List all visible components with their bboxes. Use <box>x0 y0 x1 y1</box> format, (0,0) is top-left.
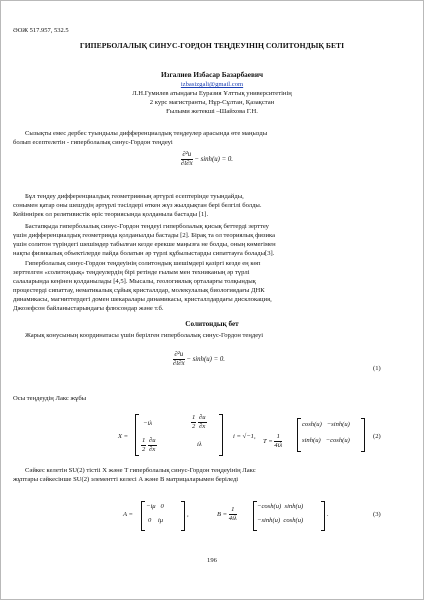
udc-code: ӘОЖ 517.957, 532.5 <box>13 27 69 34</box>
equation-2-number: (2) <box>373 433 381 440</box>
paper-title: ГИПЕРБОЛАЛЫҚ СИНУС-ГОРДОН ТЕҢДЕУІНІҢ СОЛИТОНДЫҚ БЕТІ <box>79 41 345 50</box>
paragraph-applications: Гиперболалық синус-Гордон теңдеуінің солитондық шешімдері қазіргі кезде ең көп зерттелген «солитондық» теңдеулердің бірі ретінде ғылым мен техниканың әр түрлі салаларында кеңінен қолданылады [4,5]. Мысалы, геологиялық орталарғы толқындық процестерді сипаттау, нематикалық сұйық кристаллдар, молекулалық биологиядағы ДНК динамикасы, магниттердегі домен шекаралары динамикасы, кристаллдардағы дисклокация, Джозефсон байланыстарындағы флюсондар және т.б. <box>13 260 272 313</box>
equation-1-number: (1) <box>373 365 381 372</box>
paragraph-history: Бастапқыда гиперболалық синус-Гордон теңдеуі гиперболалық қисық беттерді зерттеу үшін дифференциалдық геометрияда қолданылды бастады [2]. Бірақ та ол теориялық физика үшін солитон түріндегі шешімдер табылған кезде ерекше маңызға не болды, оның көмегімен нақты физикалық объектілерде пайда болатын әр түрлі құбылыстарды сипаттауға болады[3]. <box>13 223 276 258</box>
page-number: 196 <box>207 557 217 564</box>
affiliation-university: Л.Н.Гумилев атындағы Еуразия Ұлттық университетінің <box>132 90 292 97</box>
author-email-link[interactable]: izbasizgali@gmail.com <box>180 81 244 88</box>
affiliation-course: 2 курс магистранты, Нұр-Сұлтан, Қазақстан <box>149 99 275 106</box>
author-name: Изгалиев Избасар Базарбаевич <box>160 71 264 79</box>
supervisor: Ғылыми жетекші –Шайхова Г.Н. <box>166 108 258 115</box>
section-heading: Солитондық бет <box>185 320 239 328</box>
intro-paragraph: Сызықты емес дербес туындылы дифференциалдық теңдеулер арасында өте маңызды болып есептелетін - гиперболалық синус-Гордон теңдеуі <box>13 130 268 147</box>
sine-gordon-equation-intro: $\frac{\text{∂²u}}{\partial t\partial x}$ − sinh(u) = 0. <box>181 151 233 167</box>
paragraph-light-cone: Жарық конусының координатасы үшін берілген гиперболалық синус-Гордон теңдеуі <box>25 332 264 339</box>
equation-3-number: (3) <box>373 511 381 518</box>
paragraph-lax-pair: Осы теңдеудің Лакс жұбы <box>13 395 87 402</box>
paper-page: ӘОЖ 517.957, 532.5 ГИПЕРБОЛАЛЫҚ СИНУС-ГОРДОН ТЕҢДЕУІНІҢ СОЛИТОНДЫҚ БЕТІ Изгалиев Избасар Базарбаевич izbasizgali@gmail.com Л.Н.Гумилев атындағы Еуразия Ұлттық университетінің 2 курс магистранты, Нұр-Сұлтан, Қазақстан Ғылыми жетекші –Шайхова Г.Н. Сызықты емес дербес туындылы дифференциалдық теңдеулер арасында өте маңызды болып есептелетін - гиперболалық синус-Гордон теңдеуі $\frac{\text{∂²u}}{\partial t\partial x}$ − sinh(u) = 0. Бұл теңдеу дифференциалдық геометрияның әртүрлі есептерінде туындайды, сонымен қатар оны шешудің әртүрлі тәсілдері өткен жүз жылдықтан бері белгілі болды. Кейіннірек ол релятивистік өріс теориясында қолданыла бастады [1]. Бастапқыда гиперболалық синус-Гордон теңдеуі гиперболалық қисық беттерді зерттеу үшін дифференциалдық геометрияда қолданылды бастады [2]. Бірақ та ол теориялық физика үшін солитон түріндегі шешімдер табылған кезде ерекше маңызға не болды, оның көмегімен нақты физикалық объектілерде пайда болатын әр түрлі құбылыстарды сипаттауға болады[3]. Гиперболалық синус-Гордон теңдеуінің солитондық шешімдері қазіргі кезде ең көп зерттелген «солитондық» теңдеулердің бірі ретінде ғылым мен техниканың әр түрлі салаларында кеңінен қолданылады [4,5]. Мысалы, геологиялық орталарғы толқындық процестерді сипаттау, нематикалық сұйық кристаллдар, молекулалық биологиядағы ДНК динамикасы, магниттердегі домен шекаралары динамикасы, кристаллдардағы дисклокация, Джозефсон байланыстарындағы флюсондар және т.б. Солитондық бет Жарық конусының координатасы үшін берілген гиперболалық синус-Гордон теңдеуі $\frac{\text{∂²u}}{\partial t\partial x}$ − sinh(u) = 0. (1) Осы теңдеудің Лакс жұбы X = −iλ $\frac{1}{2}$ $\frac{\partial u}{\partial x}$ $\frac{1}{2}$ $\frac{\partial u}{\partial x}$ iλ i = √−1, T = $\frac{1}{4i\lambda}$ cosh(u) −sinh(u) sinh(u) −cosh(u) (2) Сәйкес келетін SU(2) тістіі X және T гиперболалық синус-Гордон теңдеуінің Лакс жұптары сәйкесінше SU(2) элементті келесі A және B матрицаларымен беріледі A = −iμ 0 0 iμ , B = $\frac{1}{4i\lambda}$ −cosh(u) sinh(u) −sinh(u) cosh(u) . (3) 196 <box>0 0 424 600</box>
equation-1: $\frac{\text{∂²u}}{\partial t\partial x}$ − sinh(u) = 0. <box>173 351 225 367</box>
paragraph-su2-matrices: Сәйкес келетін SU(2) тістіі X және T гиперболалық синус-Гордон теңдеуінің Лакс жұптары сәйкесінше SU(2) элементті келесі A және B матрицаларымен беріледі <box>13 467 256 484</box>
paragraph-geometry: Бұл теңдеу дифференциалдық геометрияның әртүрлі есептерінде туындайды, сонымен қатар оны шешудің әртүрлі тәсілдері өткен жүз жылдықтан бері белгілі болды. Кейіннірек ол релятивистік өріс теориясында қолданыла бастады [1]. <box>13 193 262 219</box>
